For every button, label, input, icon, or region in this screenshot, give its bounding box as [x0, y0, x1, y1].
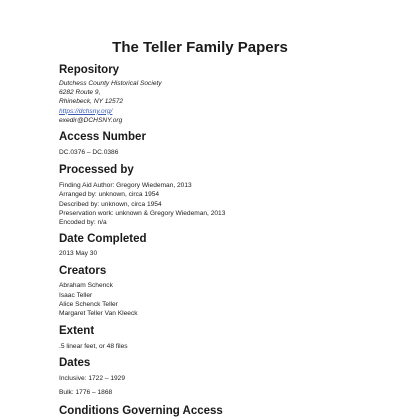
dates-section — [59, 374, 379, 396]
dates-inclusive: Inclusive: 1722 – 1929 — [59, 375, 125, 383]
extent-value: .5 linear feet, or 48 files — [59, 343, 128, 351]
creators-heading: Creators — [59, 265, 107, 278]
processed-by-line: Encoded by: n/a — [59, 219, 107, 227]
date-completed-heading: Date Completed — [59, 233, 147, 246]
dates-bulk: Bulk: 1776 – 1868 — [59, 388, 113, 396]
extent-section — [59, 342, 379, 351]
finding-aid-content — [59, 62, 379, 419]
creator-name: Alice Schenck Teller — [59, 300, 118, 308]
access-number-section — [59, 148, 379, 157]
conditions-governing-access-heading: Conditions Governing Access — [59, 404, 223, 417]
processed-by-heading: Processed by — [59, 164, 134, 177]
dates-heading: Dates — [59, 357, 91, 370]
repository-heading: Repository — [59, 64, 120, 76]
date-completed-section — [59, 249, 379, 258]
processed-by-line: Arranged by: unknown, circa 1954 — [59, 191, 160, 199]
repository-name: Dutchess County Historical Society — [59, 80, 162, 87]
creators-section — [59, 281, 379, 318]
processed-by-section — [59, 181, 379, 227]
access-number-heading: Access Number — [59, 131, 146, 144]
creator-name: Isaac Teller — [59, 291, 93, 299]
processed-by-line: Preservation work: unknown & Gregory Wiedeman, 2013 — [59, 209, 226, 217]
creator-name: Margaret Teller Van Kleeck — [59, 310, 138, 318]
page-title: The Teller Family Papers — [112, 39, 288, 56]
extent-heading: Extent — [59, 325, 95, 338]
access-number-value: DC.0376 – DC.0386 — [59, 149, 119, 157]
repository-city: Rhinebeck, NY 12572 — [59, 98, 124, 106]
repository-email: exedir@DCHSNY.org — [59, 116, 123, 124]
processed-by-line: Finding Aid Author: Gregory Wiedeman, 2013 — [59, 182, 192, 190]
processed-by-line: Described by: unknown, circa 1954 — [59, 200, 162, 208]
creator-name: Abraham Schenck — [59, 282, 113, 290]
date-completed-value: 2013 May 30 — [59, 250, 98, 258]
repository-website-link[interactable]: https://dchsny.org/ — [59, 107, 113, 115]
repository-section — [59, 79, 379, 125]
repository-street: 6282 Route 9, — [59, 89, 101, 97]
